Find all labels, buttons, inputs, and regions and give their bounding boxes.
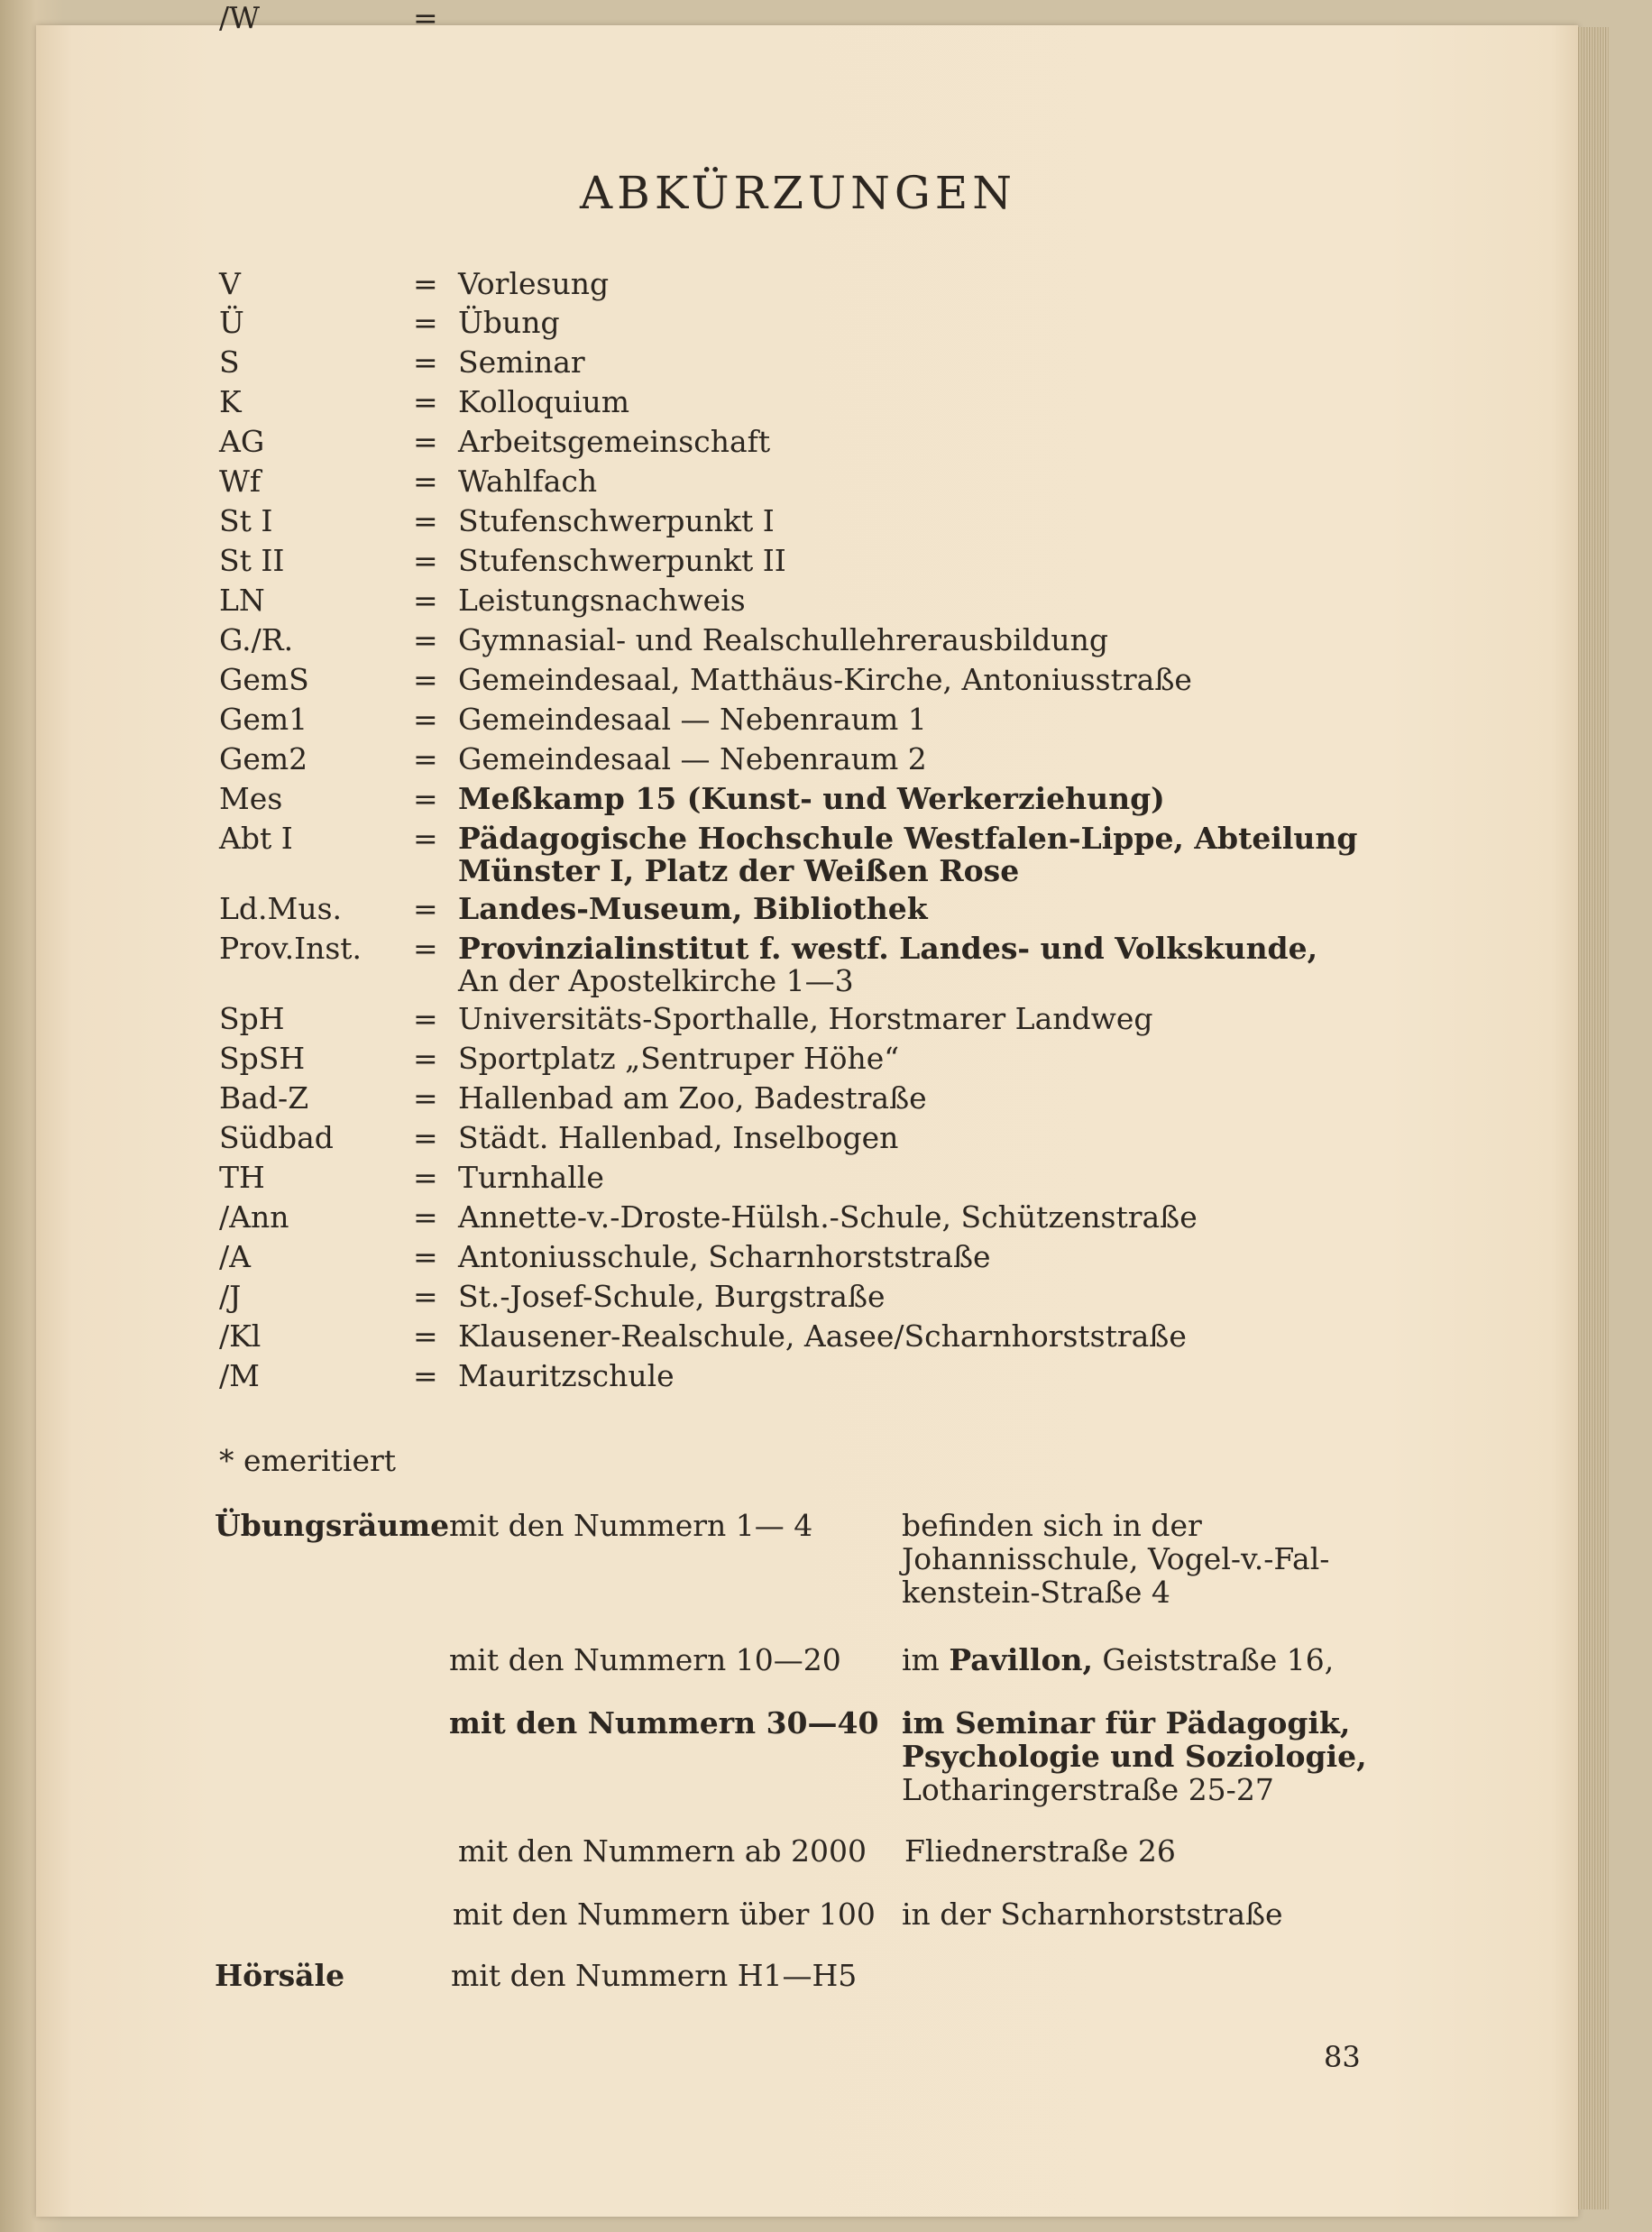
room-location-2-bold: Pavillon, xyxy=(949,1642,1093,1677)
room-range-5: mit den Nummern über 100 xyxy=(453,1897,876,1932)
abbreviation-term: /M xyxy=(219,1358,260,1393)
equals-sign: = xyxy=(413,424,438,459)
page-number: 83 xyxy=(1324,2040,1361,2074)
abbreviation-term: Südbad xyxy=(219,1120,334,1155)
abbreviation-definition xyxy=(458,543,786,579)
definition-line: Arbeitsgemeinschaft xyxy=(458,424,771,459)
definition-line-continued: An der Apostelkirche 1—3 xyxy=(458,963,854,998)
abbreviation-definition xyxy=(458,305,560,341)
abbreviation-definition xyxy=(458,503,775,539)
abbreviation-definition xyxy=(458,741,927,777)
equals-sign: = xyxy=(413,781,438,816)
abbreviation-definition xyxy=(458,1279,886,1315)
equals-sign: = xyxy=(413,0,438,35)
abbreviation-definition xyxy=(458,1160,604,1196)
equals-sign: = xyxy=(413,1318,438,1354)
equals-sign: = xyxy=(413,1279,438,1314)
equals-sign: = xyxy=(413,503,438,538)
room-location-3-line-2: Psychologie und Soziologie, xyxy=(902,1739,1367,1774)
equals-sign: = xyxy=(413,1358,438,1393)
definition-line: Annette-v.-Droste-Hülsh.-Schule, Schützenstraße xyxy=(458,1199,1198,1235)
abbreviation-definition xyxy=(458,622,1108,658)
definition-line: Übung xyxy=(458,305,560,340)
abbreviation-term: TH xyxy=(219,1160,265,1195)
equals-sign: = xyxy=(413,1160,438,1195)
equals-sign: = xyxy=(413,1080,438,1116)
equals-sign: = xyxy=(413,1239,438,1274)
abbreviation-term: Ld.Mus. xyxy=(219,891,342,926)
room-location-3-line-1: im Seminar für Pädagogik, xyxy=(902,1705,1351,1741)
definition-line: Gemeindesaal — Nebenraum 2 xyxy=(458,741,927,776)
equals-sign: = xyxy=(413,266,438,301)
room-location-2 xyxy=(902,1643,1334,1677)
abbreviation-term: Abt I xyxy=(219,821,293,856)
definition-line: Städt. Hallenbad, Inselbogen xyxy=(458,1120,899,1155)
abbreviation-definition xyxy=(458,1001,1153,1037)
equals-sign: = xyxy=(413,891,438,926)
uebungsraeume-label: Übungsräume xyxy=(215,1508,450,1543)
definition-line: Universitäts-Sporthalle, Horstmarer Landweg xyxy=(458,1001,1153,1036)
definition-line: Leistungsnachweis xyxy=(458,583,746,618)
abbreviation-term: /W xyxy=(219,0,261,35)
equals-sign: = xyxy=(413,583,438,618)
definition-line: Seminar xyxy=(458,344,585,380)
room-location-2-suffix: Geiststraße 16, xyxy=(1092,1642,1335,1677)
abbreviation-term: St II xyxy=(219,543,285,578)
room-range-4: mit den Nummern ab 2000 xyxy=(458,1833,867,1869)
definition-line: Hallenbad am Zoo, Badestraße xyxy=(458,1080,927,1116)
definition-line: Kolloquium xyxy=(458,384,630,419)
abbreviation-term: /Kl xyxy=(219,1318,262,1354)
definition-line: Pädagogische Hochschule Westfalen-Lippe, Abteilung xyxy=(458,821,1358,856)
abbreviation-term: GemS xyxy=(219,662,309,697)
abbreviation-term: Bad-Z xyxy=(219,1080,309,1116)
abbreviation-term: Mes xyxy=(219,781,283,816)
room-range-2: mit den Nummern 10—20 xyxy=(449,1642,841,1677)
room-location-3-line-3: Lotharingerstraße 25-27 xyxy=(902,1772,1274,1807)
equals-sign: = xyxy=(413,931,438,966)
abbreviation-definition xyxy=(458,781,1165,817)
abbreviation-term: V xyxy=(219,266,241,301)
abbreviation-definition xyxy=(458,464,597,500)
equals-sign: = xyxy=(413,1001,438,1036)
definition-line: Gymnasial- und Realschullehrerausbildung xyxy=(458,622,1109,657)
definition-line: Turnhalle xyxy=(458,1160,604,1195)
room-location-5: in der Scharnhorststraße xyxy=(902,1897,1283,1932)
abbreviation-term: S xyxy=(219,344,240,380)
abbreviation-term: AG xyxy=(219,424,265,459)
page-title: ABKÜRZUNGEN xyxy=(579,167,1017,219)
abbreviation-term: /Ann xyxy=(219,1199,289,1235)
abbreviation-definition xyxy=(458,1120,898,1156)
emeritiert-note: * emeritiert xyxy=(219,1443,397,1478)
definition-line: Stufenschwerpunkt II xyxy=(458,543,786,578)
definition-line: Mauritzschule xyxy=(458,1358,675,1393)
room-location-2-prefix: im xyxy=(902,1642,950,1677)
abbreviation-definition xyxy=(458,931,1317,999)
abbreviation-term: Gem2 xyxy=(219,741,308,776)
equals-sign: = xyxy=(413,344,438,380)
equals-sign: = xyxy=(413,305,438,340)
abbreviation-definition xyxy=(458,424,770,460)
equals-sign: = xyxy=(413,464,438,499)
equals-sign: = xyxy=(413,702,438,737)
equals-sign: = xyxy=(413,821,438,856)
equals-sign: = xyxy=(413,622,438,657)
equals-sign: = xyxy=(413,741,438,776)
definition-line: Stufenschwerpunkt I xyxy=(458,503,775,538)
hoersaele-label: Hörsäle xyxy=(215,1958,345,1993)
abbreviation-term: LN xyxy=(219,583,265,618)
abbreviation-definition xyxy=(458,384,629,420)
equals-sign: = xyxy=(413,543,438,578)
page-edge-stack xyxy=(1578,27,1609,2209)
abbreviation-definition xyxy=(458,1239,991,1275)
definition-line: Gemeindesaal, Matthäus-Kirche, Antoniusstraße xyxy=(458,662,1192,697)
abbreviation-term: /J xyxy=(219,1279,242,1314)
abbreviation-definition xyxy=(458,1318,1187,1355)
definition-line: Sportplatz „Sentruper Höhe“ xyxy=(458,1041,900,1076)
abbreviation-term: G./R. xyxy=(219,622,294,657)
equals-sign: = xyxy=(413,1120,438,1155)
abbreviation-term: Prov.Inst. xyxy=(219,931,363,966)
abbreviation-definition xyxy=(458,266,609,302)
definition-line-continued: Münster I, Platz der Weißen Rose xyxy=(458,853,1020,888)
abbreviation-definition xyxy=(458,1080,927,1116)
abbreviation-term: SpSH xyxy=(219,1041,306,1076)
abbreviation-definition xyxy=(458,662,1192,698)
definition-line: Meßkamp 15 (Kunst- und Werkerziehung) xyxy=(458,781,1165,816)
equals-sign: = xyxy=(413,662,438,697)
definition-line: St.-Josef-Schule, Burgstraße xyxy=(458,1279,886,1314)
abbreviation-term: Ü xyxy=(219,305,244,340)
room-location-1-line-1: befinden sich in der xyxy=(902,1508,1202,1543)
room-range-3: mit den Nummern 30—40 xyxy=(449,1705,879,1741)
definition-line: Vorlesung xyxy=(458,266,610,301)
definition-line: Landes-Museum, Bibliothek xyxy=(458,891,928,926)
definition-line: Provinzialinstitut f. westf. Landes- und Volkskunde, xyxy=(458,931,1318,966)
room-location-1-line-2: Johannisschule, Vogel-v.-Fal- xyxy=(902,1541,1330,1576)
abbreviation-definition xyxy=(458,821,1357,889)
abbreviation-term: Gem1 xyxy=(219,702,308,737)
abbreviation-definition xyxy=(458,583,746,619)
abbreviation-term: SpH xyxy=(219,1001,285,1036)
abbreviation-definition xyxy=(458,1199,1198,1235)
room-range-1: mit den Nummern 1— 4 xyxy=(449,1508,813,1543)
equals-sign: = xyxy=(413,384,438,419)
abbreviation-term: K xyxy=(219,384,242,419)
room-location-4: Fliednerstraße 26 xyxy=(904,1833,1176,1869)
definition-line: Klausener-Realschule, Aasee/Scharnhorststraße xyxy=(458,1318,1187,1354)
equals-sign: = xyxy=(413,1041,438,1076)
abbreviation-definition xyxy=(458,1041,899,1077)
abbreviation-term: Wf xyxy=(219,464,262,499)
abbreviation-definition xyxy=(458,702,927,738)
abbreviation-definition xyxy=(458,1358,675,1394)
abbreviation-term: St I xyxy=(219,503,273,538)
abbreviation-definition xyxy=(458,891,928,927)
equals-sign: = xyxy=(413,1199,438,1235)
abbreviation-definition xyxy=(458,344,585,381)
hoersaele-range: mit den Nummern H1—H5 xyxy=(451,1958,858,1993)
room-location-1-line-3: kenstein-Straße 4 xyxy=(902,1575,1170,1610)
definition-line: Wahlfach xyxy=(458,464,598,499)
definition-line: Antoniusschule, Scharnhorststraße xyxy=(458,1239,991,1274)
definition-line: Gemeindesaal — Nebenraum 1 xyxy=(458,702,927,737)
abbreviation-term: /A xyxy=(219,1239,251,1274)
